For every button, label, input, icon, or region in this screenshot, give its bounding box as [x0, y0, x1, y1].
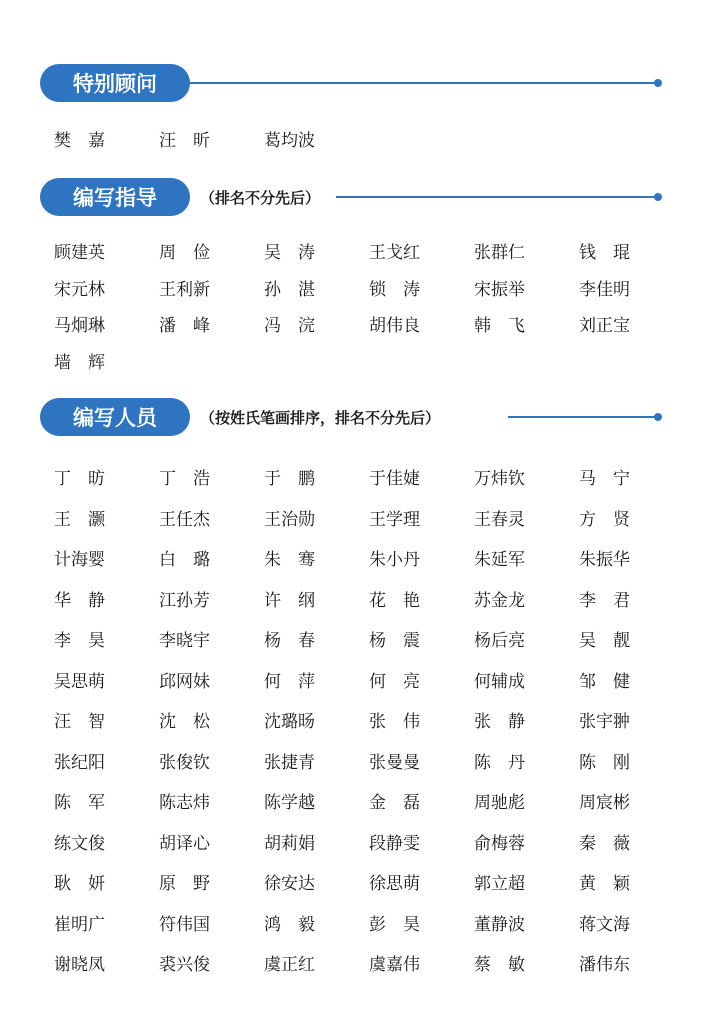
person-name: 锁 涛 — [369, 279, 420, 300]
person-name: 李晓宇 — [159, 631, 210, 651]
person-name: 白 璐 — [159, 550, 210, 570]
person-name: 张宇翀 — [579, 712, 630, 732]
person-name: 张捷青 — [264, 752, 315, 773]
person-name: 张 伟 — [369, 712, 420, 732]
section-title: 编写人员 — [40, 398, 190, 436]
person-name: 段静雯 — [369, 833, 420, 854]
person-name: 谢晓凤 — [54, 955, 105, 975]
person-name: 孙 湛 — [264, 279, 315, 300]
person-name: 冯 浣 — [264, 316, 315, 336]
person-name: 胡莉娟 — [264, 833, 315, 854]
person-name: 金 磊 — [369, 793, 420, 813]
person-name: 花 艳 — [369, 590, 420, 611]
person-name: 顾建英 — [54, 243, 105, 263]
person-name: 江孙芳 — [159, 590, 210, 611]
person-name: 汪 昕 — [159, 131, 210, 151]
person-name: 万炜钦 — [474, 469, 525, 489]
person-name: 何 萍 — [264, 671, 315, 692]
person-name: 于 鹏 — [264, 469, 315, 489]
section-header-authors — [40, 398, 658, 436]
divider-dot — [654, 193, 662, 201]
person-name: 何辅成 — [474, 671, 525, 692]
person-name: 朱延军 — [474, 550, 525, 570]
person-name: 王治勋 — [264, 509, 315, 530]
divider-dot — [654, 413, 662, 421]
person-name: 原 野 — [159, 874, 210, 894]
person-name: 刘正宝 — [579, 316, 630, 336]
section-subtitle: （排名不分先后） — [200, 189, 321, 207]
person-name: 王利新 — [159, 279, 210, 300]
person-name: 虞嘉伟 — [369, 955, 420, 975]
person-name: 邱网妹 — [159, 671, 210, 692]
person-name: 钱 琨 — [579, 243, 630, 263]
person-name: 华 静 — [54, 590, 105, 611]
person-name: 王任杰 — [159, 509, 210, 530]
person-name: 李 昊 — [54, 631, 105, 651]
person-name: 彭 昊 — [369, 914, 420, 935]
person-name: 李佳明 — [579, 279, 630, 300]
divider-line — [336, 196, 658, 198]
person-name: 张曼曼 — [369, 752, 420, 773]
person-name: 蒋文海 — [579, 914, 630, 935]
person-name: 张群仁 — [474, 243, 525, 263]
person-name: 于佳婕 — [369, 469, 420, 489]
person-name: 徐安达 — [264, 874, 315, 894]
section-title: 特别顾问 — [40, 64, 190, 102]
person-name: 练文俊 — [54, 833, 105, 854]
person-name: 蔡 敏 — [474, 955, 525, 975]
divider-dot — [654, 79, 662, 87]
person-name: 王春灵 — [474, 509, 525, 530]
section-subtitle: （按姓氏笔画排序，排名不分先后） — [200, 409, 441, 427]
person-name: 韩 飞 — [474, 316, 525, 336]
person-name: 杨后亮 — [474, 631, 525, 651]
person-name: 符伟国 — [159, 914, 210, 935]
person-name: 秦 薇 — [579, 833, 630, 854]
divider-line — [188, 82, 658, 84]
person-name: 裘兴俊 — [159, 955, 210, 975]
person-name: 吴 涛 — [264, 243, 315, 263]
person-name: 宋元林 — [54, 279, 105, 300]
person-name: 丁 浩 — [159, 469, 210, 489]
person-name: 潘伟东 — [579, 955, 630, 975]
person-name: 郭立超 — [474, 874, 525, 894]
person-name: 徐思萌 — [369, 874, 420, 894]
person-name: 王戈红 — [369, 243, 420, 263]
person-name: 杨 春 — [264, 631, 315, 651]
person-name: 张俊钦 — [159, 752, 210, 773]
person-name: 陈 丹 — [474, 752, 525, 773]
person-name: 陈 军 — [54, 793, 105, 813]
person-name: 杨 震 — [369, 631, 420, 651]
person-name: 周宸彬 — [579, 793, 630, 813]
person-name: 张纪阳 — [54, 752, 105, 773]
section-header-advisors — [40, 64, 658, 102]
person-name: 葛均波 — [264, 131, 315, 151]
person-name: 樊 嘉 — [54, 131, 105, 151]
person-name: 方 贤 — [579, 509, 630, 530]
person-name: 沈 松 — [159, 712, 210, 732]
person-name: 黄 颖 — [579, 874, 630, 894]
person-name: 朱振华 — [579, 550, 630, 570]
person-name: 李 君 — [579, 590, 630, 611]
section-header-guidance — [40, 178, 658, 216]
divider-line — [508, 416, 658, 418]
person-name: 宋振举 — [474, 279, 525, 300]
person-name: 汪 智 — [54, 712, 105, 732]
person-name: 沈璐旸 — [264, 712, 315, 732]
person-name: 王学理 — [369, 509, 420, 530]
person-name: 何 亮 — [369, 671, 420, 692]
person-name: 俞梅蓉 — [474, 833, 525, 854]
person-name: 许 纲 — [264, 590, 315, 611]
person-name: 马 宁 — [579, 469, 630, 489]
person-name: 虞正红 — [264, 955, 315, 975]
person-name: 耿 妍 — [54, 874, 105, 894]
person-name: 潘 峰 — [159, 316, 210, 336]
person-name: 陈志炜 — [159, 793, 210, 813]
person-name: 朱 骞 — [264, 550, 315, 570]
person-name: 马炯琳 — [54, 316, 105, 336]
person-name: 周 俭 — [159, 243, 210, 263]
person-name: 邹 健 — [579, 671, 630, 692]
person-name: 吴思萌 — [54, 671, 105, 692]
person-name: 丁 昉 — [54, 469, 105, 489]
person-name: 董静波 — [474, 914, 525, 935]
person-name: 王 灏 — [54, 509, 105, 530]
person-name: 周驰彪 — [474, 793, 525, 813]
person-name: 朱小丹 — [369, 550, 420, 570]
person-name: 陈学越 — [264, 793, 315, 813]
person-name: 墙 辉 — [54, 352, 105, 373]
person-name: 计海婴 — [54, 550, 105, 570]
person-name: 鸿 毅 — [264, 914, 315, 935]
person-name: 陈 刚 — [579, 752, 630, 773]
section-title: 编写指导 — [40, 178, 190, 216]
person-name: 苏金龙 — [474, 590, 525, 611]
person-name: 张 静 — [474, 712, 525, 732]
person-name: 胡译心 — [159, 833, 210, 854]
person-name: 胡伟良 — [369, 316, 420, 336]
person-name: 崔明广 — [54, 914, 105, 935]
person-name: 吴 靓 — [579, 631, 630, 651]
